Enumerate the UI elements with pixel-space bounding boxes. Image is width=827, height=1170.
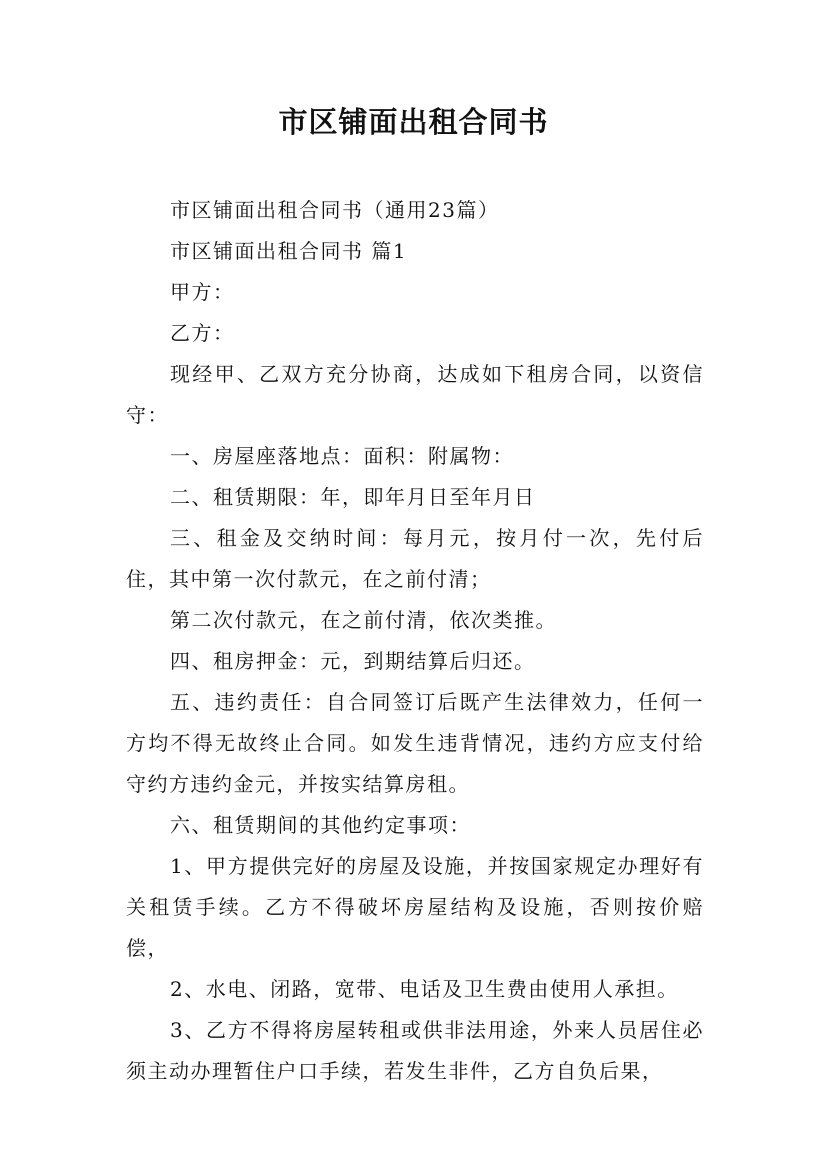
paragraph-clause-deposit: 四、租房押金：元，到期结算后归还。 <box>170 649 536 673</box>
paragraph-clause-location: 一、房屋座落地点：面积：附属物： <box>170 444 514 468</box>
document-body <box>126 190 704 1092</box>
paragraph-party-b: 乙方： <box>170 321 235 345</box>
paragraph-item-2: 2、水电、闭路，宽带、电话及卫生费由使用人承担。 <box>170 977 679 1001</box>
paragraph-preamble: 现经甲、乙双方充分协商，达成如下租房合同，以资信守： <box>126 362 704 427</box>
paragraph-item-3: 3、乙方不得将房屋转租或供非法用途，外来人员居住必须主动办理暂住户口手续，若发生非件，乙方自负后果， <box>126 1018 704 1083</box>
paragraph-second-payment: 第二次付款元，在之前付清，依次类推。 <box>170 608 557 632</box>
document-title: 市区铺面出租合同书 <box>278 105 549 139</box>
paragraph-article-heading: 市区铺面出租合同书 篇1 <box>170 239 408 263</box>
paragraph-party-a: 甲方： <box>170 280 235 304</box>
paragraph-clause-rent: 三、租金及交纳时间：每月元，按月付一次，先付后住，其中第一次付款元，在之前付清； <box>126 526 704 591</box>
paragraph-clause-term: 二、租赁期限：年，即年月日至年月日 <box>170 485 536 509</box>
paragraph-clause-breach: 五、违约责任：自合同签订后既产生法律效力，任何一方均不得无故终止合同。如发生违背情况，违约方应支付给守约方违约金元，并按实结算房租。 <box>126 690 704 796</box>
paragraph-item-1: 1、甲方提供完好的房屋及设施，并按国家规定办理好有关租赁手续。乙方不得破坏房屋结构及设施，否则按价赔偿， <box>126 854 704 960</box>
paragraph-collection-title: 市区铺面出租合同书（通用23篇） <box>170 198 500 222</box>
paragraph-clause-other: 六、租赁期间的其他约定事项： <box>170 813 471 837</box>
